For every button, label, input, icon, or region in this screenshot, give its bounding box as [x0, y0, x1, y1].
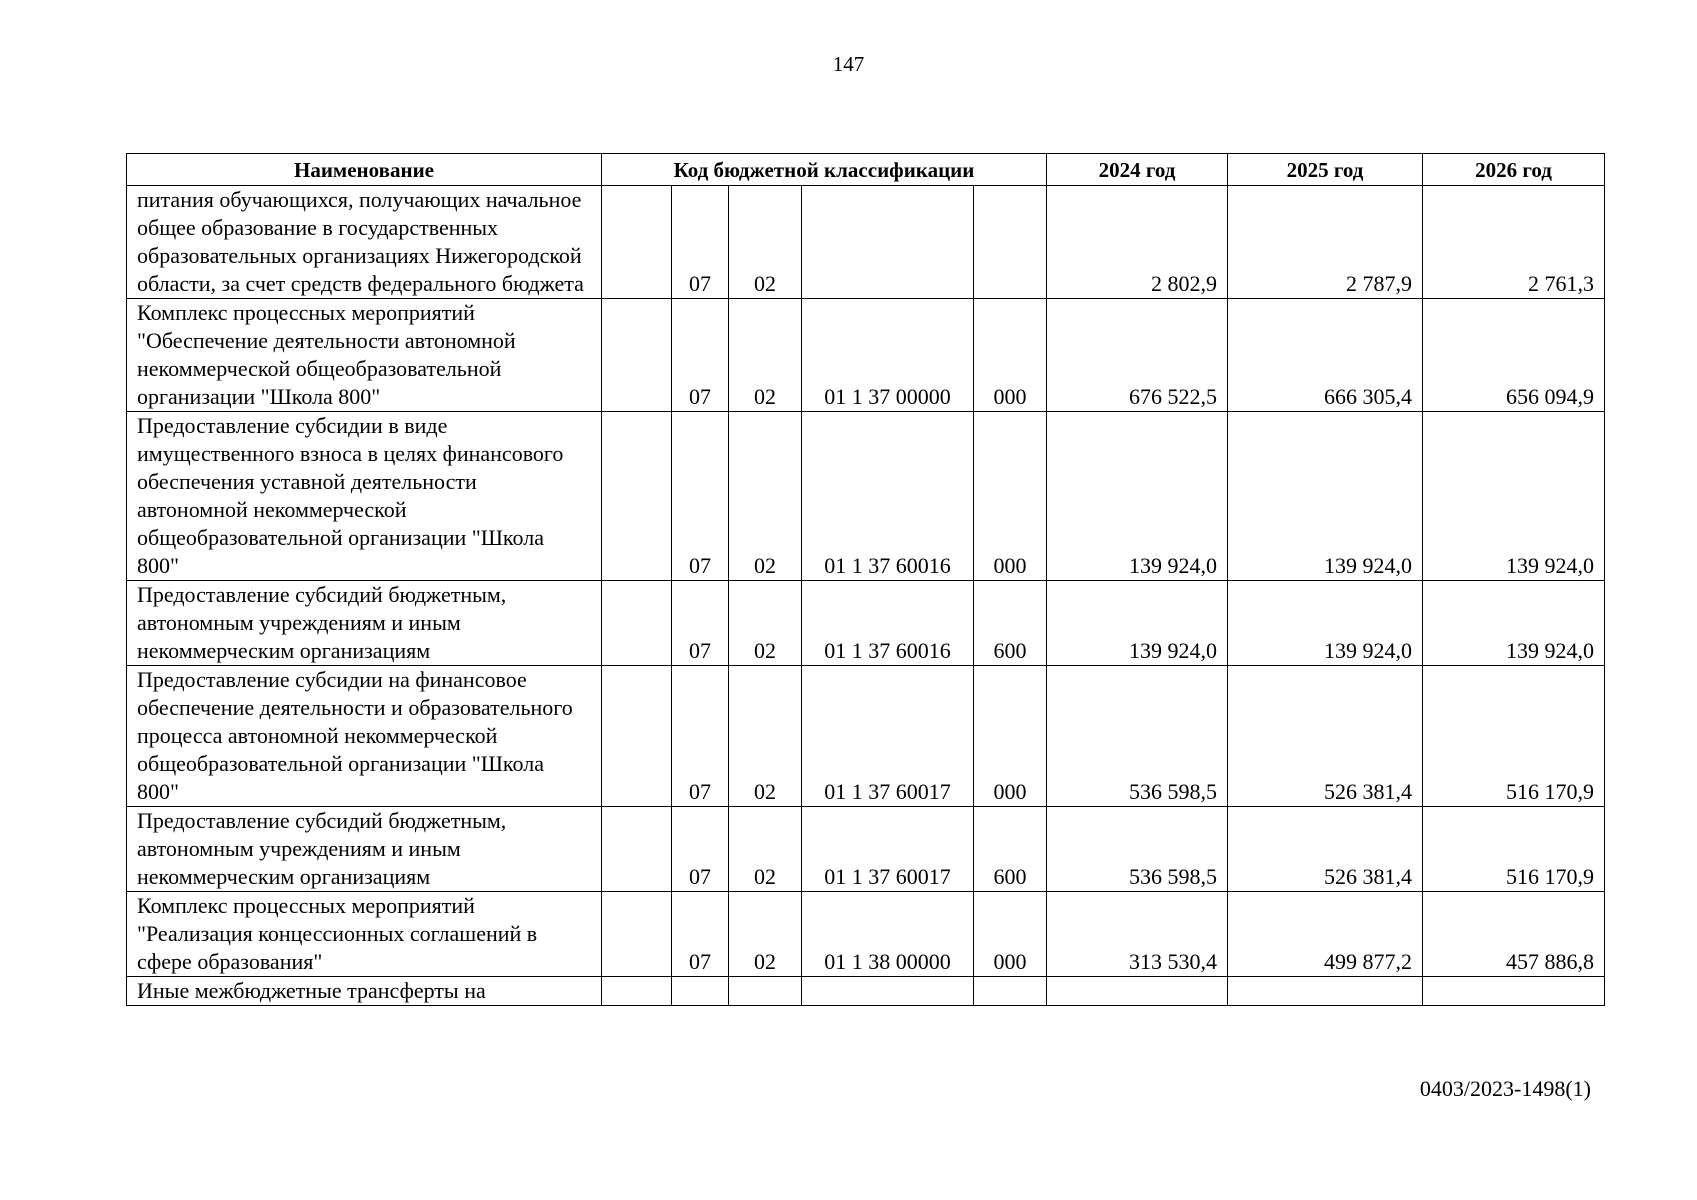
value-2026-cell: 516 170,9 — [1423, 666, 1605, 807]
code-target-article-cell: 01 1 37 60016 — [802, 412, 974, 581]
value-2024-cell: 676 522,5 — [1047, 299, 1228, 412]
value-2025-cell: 499 877,2 — [1228, 892, 1423, 977]
value-2024-cell: 2 802,9 — [1047, 186, 1228, 299]
table-row — [127, 977, 1605, 1006]
code-section-empty-cell — [602, 666, 672, 807]
code-target-article-cell: 01 1 37 60016 — [802, 581, 974, 666]
code-subsection-cell — [729, 977, 802, 1006]
code-section-empty-cell — [602, 977, 672, 1006]
code-section-cell: 07 — [672, 412, 729, 581]
code-target-article-cell: 01 1 37 00000 — [802, 299, 974, 412]
value-2025-cell: 526 381,4 — [1228, 807, 1423, 892]
table-header-row — [127, 154, 1605, 186]
table-row — [127, 299, 1605, 412]
header-name: Наименование — [127, 154, 602, 186]
value-2026-cell: 139 924,0 — [1423, 581, 1605, 666]
row-name-cell: Предоставление субсидий бюджетным, автономным учреждениям и иным некоммерческим организациям — [127, 807, 602, 892]
code-section-cell: 07 — [672, 666, 729, 807]
table-row — [127, 581, 1605, 666]
row-name-cell: Комплекс процессных мероприятий "Реализация концессионных соглашений в сфере образования" — [127, 892, 602, 977]
code-target-article-cell — [802, 186, 974, 299]
code-expense-type-cell — [974, 186, 1047, 299]
budget-table — [126, 153, 1605, 1006]
header-code: Код бюджетной классификации — [602, 154, 1047, 186]
row-name-cell: Предоставление субсидий бюджетным, автономным учреждениям и иным некоммерческим организациям — [127, 581, 602, 666]
value-2024-cell: 536 598,5 — [1047, 807, 1228, 892]
row-name-cell: Предоставление субсидии в виде имущественного взноса в целях финансового обеспечения уставной деятельности автономной некоммерческой общеобразовательной организации "Школа 800" — [127, 412, 602, 581]
row-name-cell: Комплекс процессных мероприятий "Обеспечение деятельности автономной некоммерческой общеобразовательной организации "Школа 800" — [127, 299, 602, 412]
value-2025-cell: 666 305,4 — [1228, 299, 1423, 412]
table-row — [127, 892, 1605, 977]
value-2026-cell — [1423, 977, 1605, 1006]
code-section-cell — [672, 977, 729, 1006]
code-section-cell: 07 — [672, 892, 729, 977]
code-expense-type-cell: 000 — [974, 412, 1047, 581]
header-2024: 2024 год — [1047, 154, 1228, 186]
code-section-cell: 07 — [672, 807, 729, 892]
row-name-cell: Иные межбюджетные трансферты на — [127, 977, 602, 1006]
value-2026-cell: 2 761,3 — [1423, 186, 1605, 299]
code-subsection-cell: 02 — [729, 807, 802, 892]
table-row — [127, 807, 1605, 892]
code-target-article-cell: 01 1 38 00000 — [802, 892, 974, 977]
value-2024-cell: 139 924,0 — [1047, 412, 1228, 581]
header-2025: 2025 год — [1228, 154, 1423, 186]
code-expense-type-cell: 000 — [974, 892, 1047, 977]
code-expense-type-cell: 600 — [974, 581, 1047, 666]
code-subsection-cell: 02 — [729, 186, 802, 299]
code-target-article-cell: 01 1 37 60017 — [802, 666, 974, 807]
code-expense-type-cell: 000 — [974, 299, 1047, 412]
value-2024-cell: 536 598,5 — [1047, 666, 1228, 807]
code-expense-type-cell — [974, 977, 1047, 1006]
code-section-cell: 07 — [672, 581, 729, 666]
code-section-empty-cell — [602, 186, 672, 299]
value-2025-cell: 139 924,0 — [1228, 581, 1423, 666]
code-subsection-cell: 02 — [729, 299, 802, 412]
value-2026-cell: 656 094,9 — [1423, 299, 1605, 412]
value-2024-cell: 313 530,4 — [1047, 892, 1228, 977]
code-section-cell: 07 — [672, 299, 729, 412]
code-section-empty-cell — [602, 581, 672, 666]
code-section-empty-cell — [602, 892, 672, 977]
table-row — [127, 412, 1605, 581]
code-subsection-cell: 02 — [729, 666, 802, 807]
header-2026: 2026 год — [1423, 154, 1605, 186]
code-expense-type-cell: 600 — [974, 807, 1047, 892]
table-body — [127, 186, 1605, 1006]
page-number: 147 — [832, 52, 865, 76]
value-2026-cell: 457 886,8 — [1423, 892, 1605, 977]
value-2025-cell — [1228, 977, 1423, 1006]
code-section-cell: 07 — [672, 186, 729, 299]
code-subsection-cell: 02 — [729, 892, 802, 977]
code-section-empty-cell — [602, 807, 672, 892]
value-2024-cell: 139 924,0 — [1047, 581, 1228, 666]
document-code: 0403/2023-1498(1) — [1419, 1076, 1591, 1101]
value-2025-cell: 2 787,9 — [1228, 186, 1423, 299]
code-subsection-cell: 02 — [729, 581, 802, 666]
table-row — [127, 666, 1605, 807]
code-section-empty-cell — [602, 299, 672, 412]
value-2025-cell: 526 381,4 — [1228, 666, 1423, 807]
code-target-article-cell: 01 1 37 60017 — [802, 807, 974, 892]
value-2024-cell — [1047, 977, 1228, 1006]
code-section-empty-cell — [602, 412, 672, 581]
code-target-article-cell — [802, 977, 974, 1006]
value-2026-cell: 139 924,0 — [1423, 412, 1605, 581]
row-name-cell: Предоставление субсидии на финансовое обеспечение деятельности и образовательного процесса автономной некоммерческой общеобразовательной организации "Школа 800" — [127, 666, 602, 807]
row-name-cell: питания обучающихся, получающих начальное общее образование в государственных образовательных организациях Нижегородской области, за счет средств федерального бюджета — [127, 186, 602, 299]
table-row — [127, 186, 1605, 299]
value-2025-cell: 139 924,0 — [1228, 412, 1423, 581]
code-subsection-cell: 02 — [729, 412, 802, 581]
code-expense-type-cell: 000 — [974, 666, 1047, 807]
value-2026-cell: 516 170,9 — [1423, 807, 1605, 892]
